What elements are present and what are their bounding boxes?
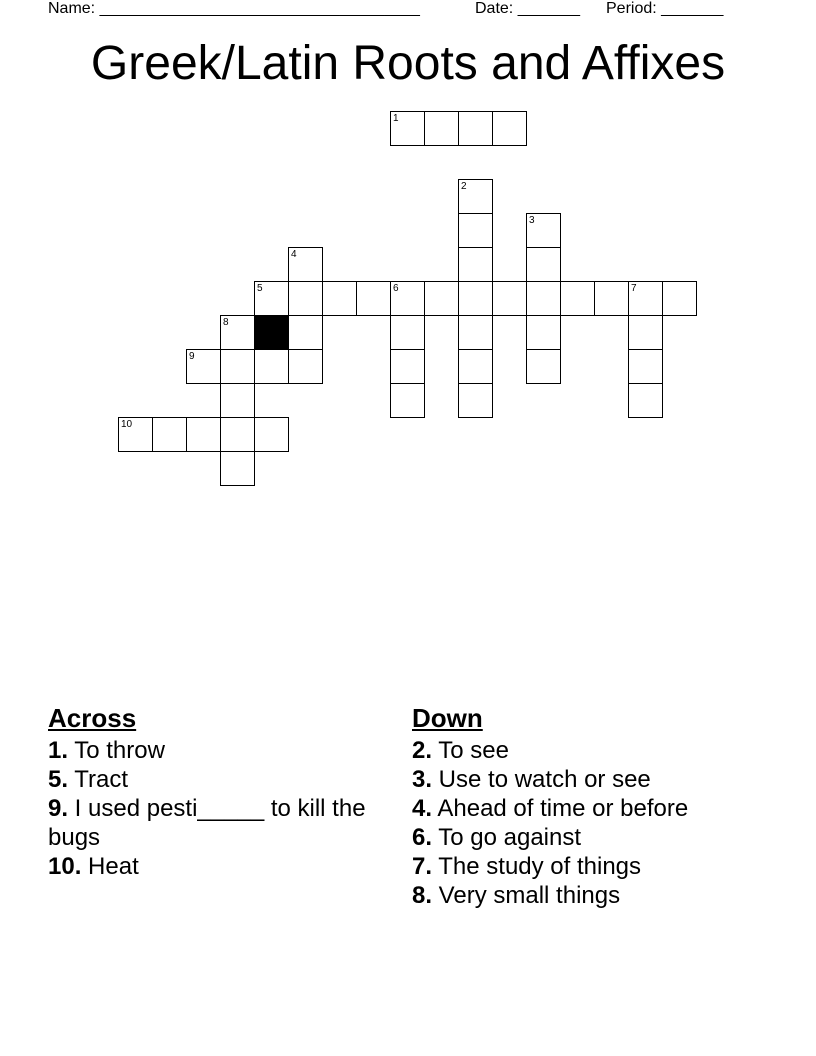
crossword-cell[interactable] <box>526 247 561 282</box>
crossword-cell[interactable] <box>288 281 323 316</box>
clue-text: To see <box>432 737 509 764</box>
clue-text: To throw <box>68 737 165 764</box>
crossword-grid <box>0 0 816 520</box>
clue-text: Use to watch or see <box>432 766 651 793</box>
crossword-cell[interactable] <box>254 349 289 384</box>
clue-number-label: 9 <box>189 351 195 362</box>
down-heading: Down <box>412 703 483 733</box>
clue-text: Tract <box>68 766 129 793</box>
down-clue <box>412 794 772 823</box>
crossword-cell[interactable] <box>628 383 663 418</box>
crossword-cell[interactable] <box>560 281 595 316</box>
crossword-cell[interactable] <box>526 281 561 316</box>
clue-number-label: 2 <box>461 181 467 192</box>
clue-number: 8. <box>412 882 433 909</box>
crossword-cell[interactable] <box>186 417 221 452</box>
down-clue <box>412 765 772 794</box>
crossword-cell[interactable] <box>220 451 255 486</box>
clue-text: The study of things <box>432 853 642 880</box>
crossword-cell[interactable] <box>322 281 357 316</box>
clue-number-label: 3 <box>529 215 535 226</box>
crossword-cell[interactable] <box>594 281 629 316</box>
clue-number: 3. <box>412 766 433 793</box>
crossword-cell[interactable] <box>458 315 493 350</box>
clue-number-label: 5 <box>257 283 263 294</box>
down-clue-list <box>412 736 772 910</box>
crossword-cell[interactable] <box>220 417 255 452</box>
crossword-cell[interactable] <box>356 281 391 316</box>
crossword-cell[interactable] <box>458 111 493 146</box>
clue-number: 2. <box>412 737 433 764</box>
clue-number-label: 4 <box>291 249 297 260</box>
clue-number: 9. <box>48 795 69 822</box>
clue-number: 6. <box>412 824 433 851</box>
crossword-cell[interactable] <box>390 315 425 350</box>
crossword-cell[interactable] <box>424 111 459 146</box>
crossword-cell[interactable] <box>628 349 663 384</box>
crossword-cell[interactable] <box>220 349 255 384</box>
crossword-cell[interactable] <box>458 281 493 316</box>
clue-number-label: 7 <box>631 283 637 294</box>
clue-number-label: 10 <box>121 419 133 430</box>
crossword-cell[interactable] <box>424 281 459 316</box>
crossword-cell[interactable] <box>458 383 493 418</box>
crossword-cell[interactable] <box>220 383 255 418</box>
clue-number: 4. <box>412 795 433 822</box>
across-clue <box>48 736 368 765</box>
crossword-cell[interactable] <box>458 349 493 384</box>
clue-text: I used pesti_____ to kill the bugs <box>48 795 366 851</box>
crossword-cell[interactable] <box>458 213 493 248</box>
down-clue <box>412 823 772 852</box>
page-title: Greek/Latin Roots and Affixes <box>90 37 726 90</box>
period-field-label[interactable]: Period: _______ <box>606 0 724 17</box>
clue-text: To go against <box>432 824 582 851</box>
crossword-cell[interactable] <box>662 281 697 316</box>
crossword-cell[interactable] <box>390 349 425 384</box>
crossword-cell[interactable] <box>458 247 493 282</box>
down-clues <box>412 700 772 910</box>
crossword-cell[interactable] <box>492 281 527 316</box>
across-clue-list <box>48 736 368 881</box>
clue-text: Heat <box>81 853 139 880</box>
across-clue <box>48 794 368 852</box>
clue-number-label: 8 <box>223 317 229 328</box>
down-clue <box>412 736 772 765</box>
across-clues <box>48 700 368 881</box>
crossword-cell[interactable] <box>288 349 323 384</box>
name-field-label[interactable]: Name: ____________________________________ <box>48 0 420 17</box>
crossword-cell[interactable] <box>288 315 323 350</box>
clue-number-label: 1 <box>393 113 399 124</box>
clue-number: 5. <box>48 766 69 793</box>
crossword-block-cell <box>254 315 289 350</box>
clue-text: Ahead of time or before <box>432 795 689 822</box>
crossword-cell[interactable] <box>628 315 663 350</box>
clue-number: 10. <box>48 853 82 880</box>
crossword-cell[interactable] <box>492 111 527 146</box>
across-clue <box>48 852 368 881</box>
across-clue <box>48 765 368 794</box>
crossword-cell[interactable] <box>390 383 425 418</box>
clue-text: Very small things <box>432 882 621 909</box>
crossword-cell[interactable] <box>152 417 187 452</box>
crossword-cell[interactable] <box>526 349 561 384</box>
down-clue <box>412 852 772 881</box>
clue-number-label: 6 <box>393 283 399 294</box>
crossword-cell[interactable] <box>254 417 289 452</box>
clue-number: 1. <box>48 737 69 764</box>
across-heading: Across <box>48 703 137 733</box>
crossword-cell[interactable] <box>526 315 561 350</box>
clue-number: 7. <box>412 853 433 880</box>
date-field-label[interactable]: Date: _______ <box>475 0 580 17</box>
down-clue <box>412 881 772 910</box>
